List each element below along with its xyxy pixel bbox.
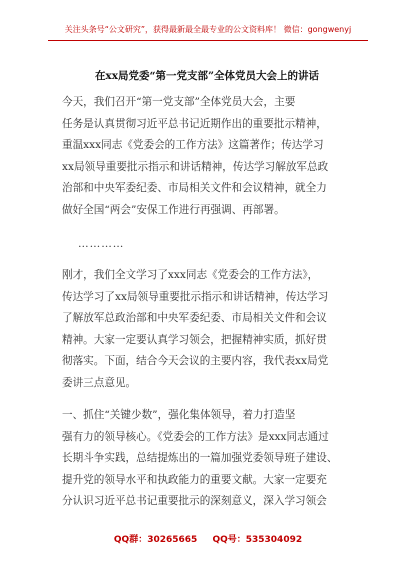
- qq-number-label: QQ号：535304092: [212, 535, 303, 545]
- text-line: 委讲三点意见。: [62, 376, 137, 389]
- text-line: 分认识习近平总书记重要批示的深刻意义，深入学习领会: [62, 495, 327, 508]
- qq-group-label: QQ群：30265665: [113, 535, 198, 545]
- text-line: 了解放军总政治部和中央军委纪委、市局相关文件和会议: [62, 312, 327, 325]
- promo-header: 关注头条号“公文研究”，获得最新最全最专业的公文资料库！ 微信：gongwenyj: [64, 25, 352, 34]
- text-line: 治部和中央军委纪委、市局相关文件和会议精神，就全力: [62, 182, 327, 195]
- text-line: 做好全国“两会”安保工作进行再强调、再部署。: [62, 203, 285, 216]
- footer-contact: [48, 532, 368, 545]
- paragraph-3: [62, 405, 362, 513]
- text-line: 重温xxx同志《党委会的工作方法》这篇著作；传达学习: [62, 139, 324, 152]
- header-divider: [48, 40, 368, 41]
- text-line: 刚才，我们全文学习了xxx同志《党委会的工作方法》，: [62, 269, 319, 281]
- text-line: 精神。大家一定要认真学习领会，把握精神实质，抓好贯: [62, 333, 327, 346]
- text-line: 提升党的领导水平和执政能力的重要文献。大家一定要充: [62, 473, 327, 486]
- text-line: 彻落实。下面，结合今天会议的主要内容，我代表xx局党: [62, 355, 329, 368]
- paragraph-2: [62, 265, 362, 395]
- paragraph-1: [62, 92, 362, 222]
- text-line: 传达学习了xx局领导重要批示指示和讲话精神，传达学习: [62, 290, 329, 303]
- omission-ellipsis: …………: [78, 238, 125, 250]
- text-line: 任务是认真贯彻习近平总书记近期作出的重要批示精神，: [62, 117, 327, 130]
- document-title: 在xx局党委“第一党支部”全体党员大会上的讲话: [94, 70, 320, 82]
- text-line: xx局领导重要批示指示和讲话精神，传达学习解放军总政: [62, 160, 329, 173]
- text-line: 长期斗争实践，总结提炼出的一篇加强党委领导班子建设、: [62, 452, 338, 465]
- text-line: 一、抓住“关键少数”，强化集体领导，着力打造坚: [62, 409, 296, 421]
- text-line: 强有力的领导核心。《党委会的工作方法》是xxx同志通过: [62, 430, 329, 443]
- text-line: 今天，我们召开“第一党支部”全体党员大会，主要: [62, 96, 296, 108]
